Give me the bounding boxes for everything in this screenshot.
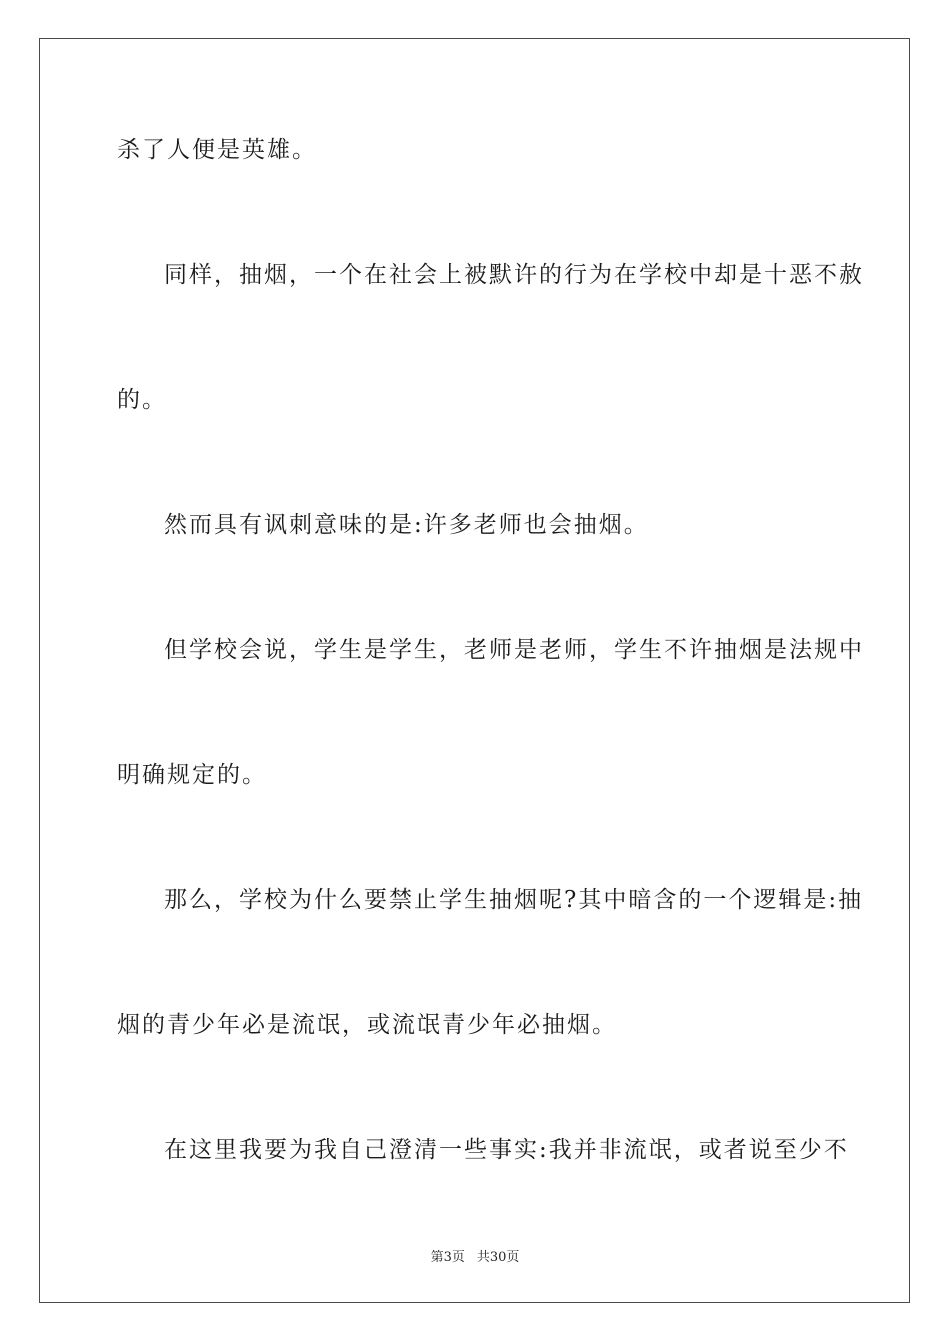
text-line-6: 明确规定的。 xyxy=(117,762,267,788)
page-total: 共30页 xyxy=(476,1250,520,1265)
text-line-7: 那么，学校为什么要禁止学生抽烟呢?其中暗含的一个逻辑是:抽 xyxy=(164,887,864,913)
text-line-2: 同样，抽烟，一个在社会上被默许的行为在学校中却是十恶不赦 xyxy=(164,262,864,288)
text-line-4: 然而具有讽刺意味的是:许多老师也会抽烟。 xyxy=(164,512,649,538)
text-line-3: 的。 xyxy=(117,387,167,413)
text-line-8: 烟的青少年必是流氓，或流氓青少年必抽烟。 xyxy=(117,1012,617,1038)
text-line-1: 杀了人便是英雄。 xyxy=(117,137,317,163)
text-line-5: 但学校会说，学生是学生，老师是老师，学生不许抽烟是法规中 xyxy=(164,637,864,663)
page-footer xyxy=(0,1246,950,1265)
page-number: 第3页 xyxy=(430,1250,465,1265)
text-line-9: 在这里我要为我自己澄清一些事实:我并非流氓，或者说至少不 xyxy=(164,1137,849,1163)
page-border xyxy=(39,38,910,1303)
